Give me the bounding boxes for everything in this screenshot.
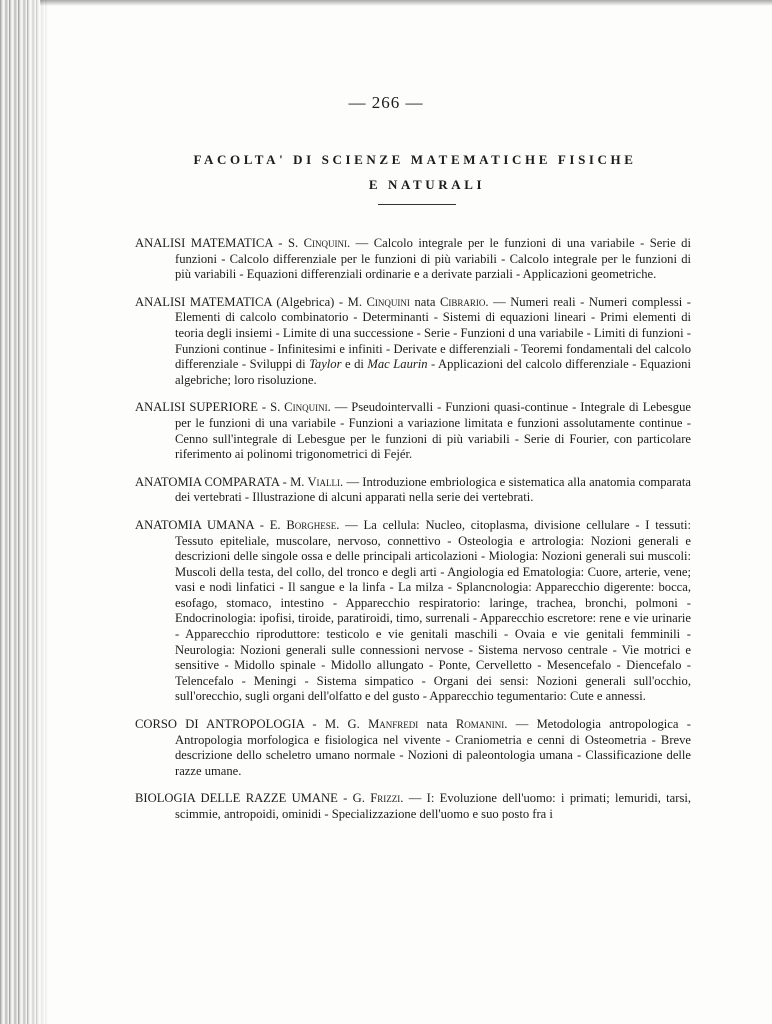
course-teacher: M. Cinquini <box>347 294 410 309</box>
course-teacher: M. G. Manfredi <box>324 717 419 732</box>
course-title: ANALISI MATEMATICA (Algebrica) <box>135 294 335 309</box>
course-entry-corso-antropologia <box>135 717 691 779</box>
course-teacher-maiden-name: Romanini <box>455 717 505 732</box>
course-teacher: S. Cinquini <box>270 400 328 415</box>
binding-edge <box>0 0 50 1024</box>
course-title: ANATOMIA COMPARATA <box>135 474 280 489</box>
course-list <box>135 236 691 835</box>
separator: - <box>253 517 270 532</box>
page-number: — 266 — <box>348 93 424 112</box>
faculty-title-line1: FACOLTA' DI SCIENZE MATEMATICHE FISICHE <box>193 152 637 167</box>
course-description: . — La cellula: Nucleo, citoplasma, divisione cellulare - I tessuti: Tessuto epiteliale, muscolare, nervoso, connettivo - Osteologia e artrologia: Nozioni generali e descrizioni delle singole ossa e delle principali articolazioni - Miologia: Nozioni generali sui muscoli: Muscoli della testa, del collo, del tronco e degli arti - Angiologia ed Ematologia: Cuore, arterie, vene; vasi e nodi linfatici - Il sangue e la linfa - La milza - Splancnologia: Apparecchio digerente: bocca, esofago, stomaco, intestino - Apparecchio respiratorio: laringe, trachea, bronchi, polmoni - Endocrinologia: ipofisi, tiroide, paratiroidi, timo, surrenali - Apparecchio escretore: rene e vie urinarie - Apparecchio riproduttore: testicolo e vie genitali maschili - Ovaia e vie genitali femminili - Neurologia: Nozioni generali sulle connessioni nervose - Sistema nervoso centrale - Vie motrici e sensitive - Midollo spinale - Midollo allungato - Ponte, Cervelletto - Mesencefalo - Diencefalo - Telencefalo - Meningi - Sistema simpatico - Organi dei sensi: Nozioni generali sull'occhio, sull'orecchio, sugli organi dell'olfatto e del gusto - Apparecchio tegumentario: Cute e annessi. <box>175 517 691 704</box>
teacher-connector: nata <box>409 294 440 309</box>
separator: - <box>304 717 325 732</box>
course-description: . — Pseudointervalli - Funzioni quasi-continue - Integrale di Lebesgue per le funzioni di una variabile - Funzioni a variazione limitata e funzioni assolutamente continue - Cenno sull'integrale di Lebesgue per le funzioni di più variabili - Serie di Fourier, con particolare riferimento ai polinomi trigonometrici di Fejér. <box>175 400 691 462</box>
course-title: BIOLOGIA DELLE RAZZE UMANE <box>135 791 338 806</box>
italic-name-mac-laurin: Mac Laurin <box>367 357 428 372</box>
course-entry-analisi-matematica-algebrica <box>135 295 691 389</box>
course-description: . — Calcolo integrale per le funzioni di una variabile - Serie di funzioni - Calcolo differenziale per le funzioni di più variabili - Calcolo integrale per le funzioni di più variabili - Equazioni differenziali ordinarie e a derivate parziali - Applicazioni geometriche. <box>175 236 691 282</box>
separator: - <box>279 474 291 489</box>
course-description-end: - Applicazioni del calcolo differenziale - Equazioni algebriche; loro risoluzione. <box>175 357 691 387</box>
separator: - <box>337 791 353 806</box>
course-teacher: M. Vialli <box>290 474 341 489</box>
course-description-cont: e di <box>341 357 368 372</box>
course-description: . — I: Evoluzione dell'uomo: i primati; lemuridi, tarsi, scimmie, antropoidi, ominidi - Specializzazione dell'uomo e suo posto fra i <box>175 791 692 821</box>
course-entry-anatomia-umana <box>135 518 691 705</box>
course-teacher-maiden-name: Cibrario <box>439 294 486 309</box>
scan-top-edge <box>40 0 772 6</box>
course-entry-biologia-razze-umane <box>135 791 691 822</box>
course-title: ANALISI SUPERIORE <box>135 400 258 415</box>
course-description: . — Numeri reali - Numeri complessi - Elementi di calcolo combinatorio - Determinanti - Sistemi di equazioni lineari - Primi elementi di teoria degli insiemi - Limite di una successione - Serie - Funzioni d una variabile - Limiti di funzioni - Funzioni continue - Infinitesimi e infiniti - Derivate e differenziali - Teoremi fondamentali del calcolo differenziale - Sviluppi di <box>175 294 691 372</box>
course-entry-analisi-matematica <box>135 236 691 283</box>
course-title: CORSO DI ANTROPOLOGIA <box>135 717 305 732</box>
course-teacher: E. Borghese <box>269 517 337 532</box>
separator: - <box>334 294 348 309</box>
course-teacher: S. Cinquini <box>287 236 347 250</box>
title-rule <box>378 204 456 205</box>
course-teacher: G. Frizzi <box>352 791 401 806</box>
faculty-title-line2: E NATURALI <box>368 177 486 192</box>
separator: - <box>272 236 288 250</box>
course-title: ANALISI MATEMATICA <box>135 236 273 250</box>
italic-name-taylor: Taylor <box>309 357 342 372</box>
separator: - <box>257 400 271 415</box>
course-title: ANATOMIA UMANA <box>135 517 254 532</box>
course-description: . — Introduzione embriologica e sistematica alla anatomia comparata dei vertebrati - Illustrazione di alcuni apparati nella serie dei vertebrati. <box>175 474 691 505</box>
course-description: . — Metodologia antropologica - Antropologia morfologica e fisiologica nel vivente - Craniometria e cenni di Osteometria - Breve descrizione dello scheletro umano normale - Nozioni di paleontologia umana - Classificazione delle razze umane. <box>175 717 691 778</box>
teacher-connector: nata <box>418 717 456 732</box>
course-entry-analisi-superiore <box>135 400 691 462</box>
course-entry-anatomia-comparata <box>135 475 691 506</box>
